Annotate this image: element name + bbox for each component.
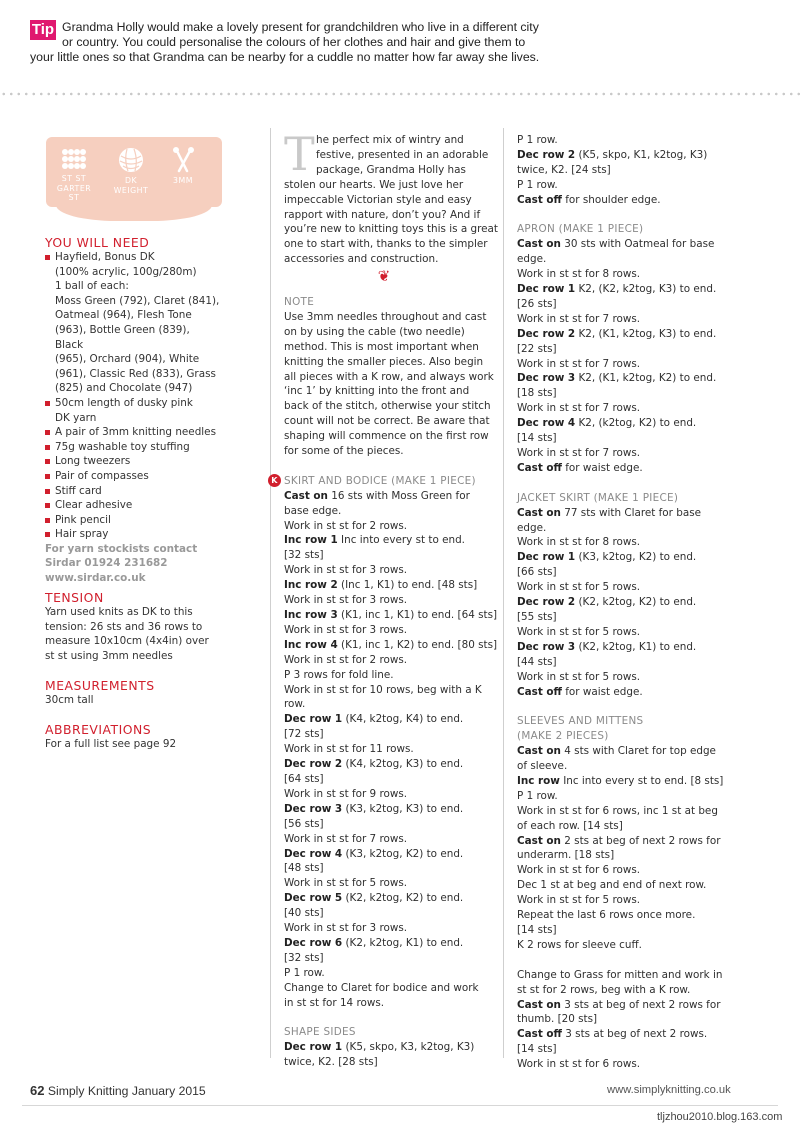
needle-info-badge-tab bbox=[56, 205, 212, 221]
pattern-line: Work in st st for 5 rows. bbox=[517, 581, 641, 594]
instruction-keyword: Cast off bbox=[517, 685, 562, 698]
pattern-line: Repeat the last 6 rows once more. bbox=[517, 909, 696, 922]
instruction-keyword: Dec row 2 bbox=[284, 758, 343, 771]
instruction-keyword: Inc row bbox=[517, 774, 560, 787]
instruction-text: (K5, skpo, K3, k2tog, K3) bbox=[342, 1041, 475, 1054]
instruction-text: (K4, k2tog, K4) to end. bbox=[342, 713, 464, 726]
instruction-keyword: Inc row 1 bbox=[284, 534, 338, 547]
material-item: 1 ball of each: bbox=[55, 280, 129, 293]
pattern-line: Work in st st for 6 rows. bbox=[517, 1058, 641, 1071]
pattern-line: Change to Claret for bodice and work bbox=[284, 981, 479, 994]
pattern-line: back of the stitch, otherwise your stitch bbox=[284, 400, 491, 413]
instruction-keyword: Inc row 2 bbox=[284, 579, 338, 592]
paragraph-gap bbox=[517, 953, 742, 968]
subheading-text: SHAPE SIDES bbox=[284, 1026, 356, 1039]
instruction-keyword: Cast off bbox=[517, 461, 562, 474]
instruction-keyword: Dec row 3 bbox=[517, 372, 576, 385]
pattern-instruction bbox=[517, 595, 742, 610]
pattern-column-2 bbox=[271, 295, 499, 1070]
instruction-text: (Inc 1, K1) to end. [48 sts] bbox=[337, 579, 478, 592]
pattern-line: Work in st st for 7 rows. bbox=[517, 312, 641, 325]
pattern-line: Work in st st for 9 rows. bbox=[284, 787, 408, 800]
instruction-text: Inc into every st to end. [8 sts] bbox=[559, 774, 724, 787]
measurements-section bbox=[45, 678, 220, 708]
instruction-text: (K3, k2tog, K2) to end. bbox=[342, 847, 464, 860]
pattern-line: Work in st st for 7 rows. bbox=[517, 402, 641, 415]
pattern-line: row. bbox=[284, 698, 306, 711]
subheading-text: (MAKE 2 PIECES) bbox=[517, 730, 609, 743]
material-item: (961), Classic Red (833), Grass bbox=[55, 367, 216, 380]
material-item: A pair of 3mm knitting needles bbox=[45, 425, 220, 440]
instruction-text: (K4, k2tog, K3) to end. bbox=[342, 758, 464, 771]
magazine-name: Simply Knitting January 2015 bbox=[47, 1084, 206, 1098]
instruction-keyword: Dec row 4 bbox=[284, 847, 343, 860]
abbreviations-text: For a full list see page 92 bbox=[45, 738, 177, 750]
pattern-instruction bbox=[517, 416, 742, 431]
tip-line: your little ones so that Grandma can be nearby for a cuddle no matter how far away she lives. bbox=[30, 50, 540, 64]
pattern-line: [26 sts] bbox=[517, 297, 557, 310]
intro-line: stolen our hearts. We just love her bbox=[284, 178, 464, 191]
pattern-line: ‘inc 1’ by knitting into the front and bbox=[284, 385, 470, 398]
pattern-line: all pieces with a K row, and always work bbox=[284, 370, 494, 383]
drop-cap: T bbox=[284, 127, 315, 181]
pattern-line: [22 sts] bbox=[517, 342, 557, 355]
pattern-line: [40 sts] bbox=[284, 907, 324, 920]
pattern-instruction bbox=[517, 461, 742, 476]
instruction-keyword: Dec row 2 bbox=[517, 596, 576, 609]
instruction-keyword: Dec row 1 bbox=[517, 551, 576, 564]
pattern-line: Work in st st for 5 rows. bbox=[517, 625, 641, 638]
pattern-instruction bbox=[517, 685, 742, 700]
footer-magazine bbox=[30, 1083, 206, 1098]
pattern-line: P 1 row. bbox=[517, 134, 558, 146]
pattern-line: thumb. [20 sts] bbox=[517, 1013, 598, 1026]
pattern-line: shaping will commence on the first row bbox=[284, 430, 489, 443]
pattern-line: [64 sts] bbox=[284, 772, 324, 785]
contact-line: Sirdar 01924 231682 bbox=[45, 557, 168, 570]
pattern-line: count will not be correct. Be aware that bbox=[284, 415, 490, 428]
instruction-keyword: Dec row 4 bbox=[517, 417, 576, 430]
tension-line: Yarn used knits as DK to this bbox=[45, 606, 193, 618]
instruction-text: K2, (K1, k2tog, K2) to end. bbox=[575, 372, 717, 385]
pattern-line: [14 sts] bbox=[517, 923, 557, 936]
pattern-line: for some of the pieces. bbox=[284, 445, 404, 458]
instruction-text: 77 sts with Claret for base bbox=[560, 506, 702, 519]
dotted-divider bbox=[0, 92, 800, 96]
pattern-line: of each row. [14 sts] bbox=[517, 819, 623, 832]
section-heading: TENSION bbox=[45, 590, 104, 605]
pattern-instruction bbox=[517, 371, 742, 386]
instruction-keyword: Dec row 6 bbox=[284, 936, 343, 949]
pattern-line: base edge. bbox=[284, 504, 342, 517]
pattern-line: Work in st st for 7 rows. bbox=[284, 832, 408, 845]
pattern-instruction bbox=[284, 757, 499, 772]
instruction-keyword: Cast on bbox=[284, 489, 328, 502]
instruction-text: K2, (K2, k2tog, K3) to end. bbox=[575, 283, 717, 296]
needles-icon bbox=[170, 147, 196, 173]
instruction-keyword: Cast on bbox=[517, 506, 561, 519]
tip-badge: Tip bbox=[31, 21, 55, 38]
intro-line: rapport with nature, don’t you? And if bbox=[284, 208, 481, 221]
pattern-instruction bbox=[517, 506, 742, 521]
pattern-instruction bbox=[517, 327, 742, 342]
pattern-line: edge. bbox=[517, 521, 547, 534]
pattern-line: method. This is most important when bbox=[284, 340, 479, 353]
pattern-line: P 1 row. bbox=[284, 966, 325, 979]
paragraph-gap bbox=[517, 476, 742, 491]
material-item: (963), Bottle Green (839), Black bbox=[55, 323, 190, 351]
pattern-line: K 2 rows for sleeve cuff. bbox=[517, 938, 642, 951]
instruction-text: (K3, k2tog, K3) to end. bbox=[342, 802, 464, 815]
pattern-line: P 1 row. bbox=[517, 789, 558, 802]
instruction-keyword: Dec row 2 bbox=[517, 148, 576, 161]
instruction-text: 2 sts at beg of next 2 rows for bbox=[560, 834, 721, 847]
subheading-text: NOTE bbox=[284, 296, 315, 308]
material-item: 75g washable toy stuffing bbox=[45, 440, 220, 455]
instruction-text: (K1, inc 1, K2) to end. [80 sts] bbox=[337, 638, 498, 651]
instruction-keyword: Cast off bbox=[517, 193, 562, 206]
material-item: Oatmeal (964), Flesh Tone bbox=[55, 309, 192, 322]
column-divider bbox=[270, 128, 271, 1058]
pattern-line: st st for 2 rows, beg with a K row. bbox=[517, 983, 691, 996]
instruction-text: (K1, inc 1, K1) to end. [64 sts] bbox=[337, 609, 498, 622]
instruction-text: Inc into every st to end. bbox=[337, 534, 465, 547]
pattern-subheading bbox=[284, 295, 499, 310]
yarn-stockists-contact bbox=[45, 542, 220, 586]
pattern-instruction bbox=[284, 802, 499, 817]
instruction-keyword: Inc row 4 bbox=[284, 638, 338, 651]
pattern-line: [56 sts] bbox=[284, 817, 324, 830]
pattern-instruction bbox=[517, 744, 742, 759]
pattern-line: Work in st st for 7 rows. bbox=[517, 357, 641, 370]
pattern-instruction bbox=[517, 148, 742, 163]
instruction-keyword: Cast on bbox=[517, 834, 561, 847]
column-divider bbox=[503, 128, 504, 1058]
pattern-line: [48 sts] bbox=[284, 862, 324, 875]
badge-item-needles bbox=[160, 147, 206, 186]
paragraph-gap bbox=[284, 1010, 499, 1025]
intro-line: festive, presented in an adorable bbox=[316, 148, 489, 161]
pattern-line: Work in st st for 6 rows. bbox=[517, 864, 641, 877]
pattern-instruction bbox=[284, 578, 499, 593]
pattern-line: Work in st st for 8 rows. bbox=[517, 268, 641, 281]
paragraph-gap bbox=[517, 699, 742, 714]
pattern-instruction bbox=[517, 550, 742, 565]
pattern-instruction bbox=[284, 608, 499, 623]
pattern-line: P 3 rows for fold line. bbox=[284, 668, 394, 681]
instruction-text: 30 sts with Oatmeal for base bbox=[560, 238, 715, 251]
instruction-keyword: Dec row 3 bbox=[517, 640, 576, 653]
pattern-instruction bbox=[284, 891, 499, 906]
pattern-line: twice, K2. [28 sts] bbox=[284, 1056, 378, 1069]
pattern-line: [32 sts] bbox=[284, 951, 324, 964]
pattern-line: Work in st st for 6 rows, inc 1 st at beg bbox=[517, 804, 718, 817]
material-item: (825) and Chocolate (947) bbox=[55, 382, 193, 395]
contact-link[interactable]: www.sirdar.co.uk bbox=[45, 572, 146, 585]
pattern-line: Work in st st for 7 rows. bbox=[517, 447, 641, 460]
material-item: Clear adhesive bbox=[45, 498, 220, 513]
pattern-instruction bbox=[517, 1027, 742, 1042]
material-item: (965), Orchard (904), White bbox=[55, 353, 200, 366]
pattern-instruction bbox=[517, 237, 742, 252]
intro-line: one to start with, thanks to the simpler bbox=[284, 238, 488, 251]
paragraph-gap bbox=[517, 208, 742, 223]
pattern-line: Work in st st for 11 rows. bbox=[284, 743, 414, 756]
pattern-instruction bbox=[284, 638, 499, 653]
pattern-line: [14 sts] bbox=[517, 432, 557, 445]
badge-item-weight bbox=[108, 147, 154, 195]
badge-label: ST ST bbox=[61, 174, 87, 183]
intro-paragraph bbox=[284, 127, 498, 286]
pattern-instruction bbox=[284, 936, 499, 951]
abbreviations-section bbox=[45, 722, 220, 752]
pattern-line: [55 sts] bbox=[517, 610, 557, 623]
pattern-line: edge. bbox=[517, 253, 547, 266]
pattern-column-3 bbox=[517, 133, 742, 1072]
pattern-instruction bbox=[284, 847, 499, 862]
instruction-text: (K5, skpo, K1, k2tog, K3) bbox=[575, 148, 708, 161]
pattern-line: Work in st st for 5 rows. bbox=[284, 877, 408, 890]
knit-marker-icon: K bbox=[268, 474, 281, 487]
page-number: 62 bbox=[30, 1083, 45, 1098]
pattern-line: Work in st st for 3 rows. bbox=[284, 594, 408, 607]
instruction-keyword: Inc row 3 bbox=[284, 609, 338, 622]
pattern-line: Work in st st for 5 rows. bbox=[517, 670, 641, 683]
material-item: Hayfield, Bonus DK bbox=[45, 250, 220, 265]
intro-line: you’re new to knitting toys this is a great bbox=[284, 223, 498, 236]
pattern-line: knitting the smaller pieces. Also begin bbox=[284, 355, 484, 368]
instruction-text: for shoulder edge. bbox=[561, 193, 661, 206]
badge-label: DK bbox=[124, 176, 138, 185]
material-item: Moss Green (792), Claret (841), bbox=[55, 294, 220, 307]
pattern-line: [18 sts] bbox=[517, 387, 557, 400]
instruction-text: (K3, k2tog, K2) to end. bbox=[575, 551, 697, 564]
pattern-subheading bbox=[284, 1025, 499, 1040]
paragraph-gap bbox=[284, 459, 499, 474]
subheading-text: APRON (MAKE 1 PIECE) bbox=[517, 223, 644, 236]
watermark: tljzhou2010.blog.163.com bbox=[657, 1111, 783, 1123]
footer-divider bbox=[22, 1105, 778, 1106]
contact-line: For yarn stockists contact bbox=[45, 542, 198, 555]
pattern-line: Work in st st for 3 rows. bbox=[284, 623, 408, 636]
pattern-line: Work in st st for 2 rows. bbox=[284, 653, 408, 666]
pattern-instruction bbox=[284, 1040, 499, 1055]
material-item: Hair spray bbox=[45, 527, 220, 542]
pattern-line: Work in st st for 3 rows. bbox=[284, 564, 408, 577]
instruction-keyword: Dec row 1 bbox=[284, 713, 343, 726]
instruction-text: for waist edge. bbox=[561, 685, 643, 698]
instruction-text: 3 sts at beg of next 2 rows for bbox=[560, 998, 721, 1011]
pattern-line: Work in st st for 8 rows. bbox=[517, 536, 641, 549]
pattern-line: Work in st st for 2 rows. bbox=[284, 519, 408, 532]
footer-website[interactable]: www.simplyknitting.co.uk bbox=[607, 1084, 731, 1096]
pattern-subheading bbox=[517, 714, 742, 729]
intro-line: package, Grandma Holly has bbox=[316, 163, 466, 176]
subheading-text: SKIRT AND BODICE (MAKE 1 PIECE) bbox=[284, 474, 476, 487]
pattern-instruction bbox=[517, 834, 742, 849]
pattern-line: of sleeve. bbox=[517, 760, 568, 773]
pattern-line: Work in st st for 10 rows, beg with a K bbox=[284, 683, 482, 696]
instruction-keyword: Cast off bbox=[517, 1028, 562, 1041]
pattern-line: Work in st st for 3 rows. bbox=[284, 922, 408, 935]
tip-line: or country. You could personalise the colours of her clothes and hair and give them to bbox=[62, 35, 526, 49]
pattern-subheading bbox=[517, 491, 742, 506]
tip-line: Grandma Holly would make a lovely present for grandchildren who live in a different city bbox=[62, 20, 539, 34]
instruction-keyword: Dec row 2 bbox=[517, 327, 576, 340]
pattern-instruction bbox=[517, 640, 742, 655]
instruction-keyword: Cast on bbox=[517, 998, 561, 1011]
tension-section bbox=[45, 590, 220, 663]
pattern-line: [32 sts] bbox=[284, 549, 324, 562]
material-item: Stiff card bbox=[45, 484, 220, 499]
instruction-keyword: Cast on bbox=[517, 745, 561, 758]
tension-line: st st using 3mm needles bbox=[45, 649, 173, 662]
pattern-line: Change to Grass for mitten and work in bbox=[517, 968, 723, 981]
stitch-swatch-icon bbox=[59, 147, 89, 171]
section-heading: MEASUREMENTS bbox=[45, 678, 155, 693]
pattern-line: twice, K2. [24 sts] bbox=[517, 163, 611, 176]
pattern-instruction bbox=[284, 533, 499, 548]
pattern-subheading bbox=[517, 222, 742, 237]
tension-line: tension: 26 sts and 36 rows to bbox=[45, 620, 203, 633]
badge-label: WEIGHT bbox=[113, 185, 149, 195]
instruction-keyword: Dec row 1 bbox=[517, 283, 576, 296]
pattern-line: Use 3mm needles throughout and cast bbox=[284, 310, 487, 323]
pattern-line: [44 sts] bbox=[517, 655, 557, 668]
tension-line: measure 10x10cm (4x4in) over bbox=[45, 635, 209, 648]
pattern-subheading bbox=[517, 729, 742, 744]
instruction-text: (K2, k2tog, K2) to end. bbox=[575, 596, 697, 609]
pattern-line: [72 sts] bbox=[284, 728, 324, 741]
yarn-ball-icon bbox=[118, 147, 144, 173]
pattern-line: on by using the cable (two needle) bbox=[284, 325, 465, 338]
materials-list bbox=[45, 250, 220, 542]
pattern-instruction bbox=[284, 712, 499, 727]
pattern-line: P 1 row. bbox=[517, 178, 558, 191]
subheading-text: JACKET SKIRT (MAKE 1 PIECE) bbox=[517, 491, 679, 504]
intro-line: he perfect mix of wintry and bbox=[316, 134, 464, 146]
badge-label: 3MM bbox=[173, 176, 193, 185]
pattern-instruction bbox=[517, 774, 742, 789]
pattern-line: underarm. [18 sts] bbox=[517, 849, 615, 862]
pattern-line: [14 sts] bbox=[517, 1043, 557, 1056]
intro-line: accessories and construction. bbox=[284, 253, 439, 266]
pattern-instruction bbox=[517, 998, 742, 1013]
instruction-text: (K2, k2tog, K2) to end. bbox=[342, 892, 464, 905]
subheading-text: SLEEVES AND MITTENS bbox=[517, 715, 644, 728]
instruction-text: K2, (k2tog, K2) to end. bbox=[575, 417, 697, 430]
you-will-need-section bbox=[45, 235, 220, 586]
instruction-text: 16 sts with Moss Green for bbox=[327, 489, 470, 502]
instruction-text: 4 sts with Claret for top edge bbox=[560, 745, 716, 758]
pattern-subheading bbox=[271, 474, 499, 489]
measurements-text: 30cm tall bbox=[45, 694, 94, 706]
pattern-line: Work in st st for 5 rows. bbox=[517, 894, 641, 907]
instruction-text: K2, (K1, k2tog, K3) to end. bbox=[575, 327, 717, 340]
material-item: DK yarn bbox=[55, 411, 97, 424]
instruction-text: for waist edge. bbox=[561, 461, 643, 474]
badge-item-stitch bbox=[51, 147, 97, 203]
badge-label: GARTER ST bbox=[56, 183, 92, 202]
material-item: Pink pencil bbox=[45, 513, 220, 528]
pattern-line: [66 sts] bbox=[517, 566, 557, 579]
material-item: Long tweezers bbox=[45, 454, 220, 469]
material-item: (100% acrylic, 100g/280m) bbox=[55, 265, 197, 278]
section-heading: ABBREVIATIONS bbox=[45, 722, 152, 737]
material-item: 50cm length of dusky pink bbox=[45, 396, 220, 411]
instruction-keyword: Dec row 5 bbox=[284, 892, 343, 905]
instruction-text: (K2, k2tog, K1) to end. bbox=[342, 936, 464, 949]
instruction-keyword: Cast on bbox=[517, 238, 561, 251]
intro-line: impeccable Victorian style and easy bbox=[284, 193, 472, 206]
pattern-instruction bbox=[517, 282, 742, 297]
instruction-keyword: Dec row 3 bbox=[284, 802, 343, 815]
pattern-line: in st st for 14 rows. bbox=[284, 996, 385, 1009]
material-item: Pair of compasses bbox=[45, 469, 220, 484]
section-heading: YOU WILL NEED bbox=[45, 235, 150, 250]
pattern-instruction bbox=[284, 489, 499, 504]
instruction-text: (K2, k2tog, K1) to end. bbox=[575, 640, 697, 653]
instruction-keyword: Dec row 1 bbox=[284, 1041, 343, 1054]
pattern-instruction bbox=[517, 193, 742, 208]
ornament-icon: ❦ bbox=[377, 267, 391, 286]
pattern-line: Dec 1 st at beg and end of next row. bbox=[517, 879, 707, 892]
instruction-text: 3 sts at beg of next 2 rows. bbox=[561, 1028, 708, 1041]
